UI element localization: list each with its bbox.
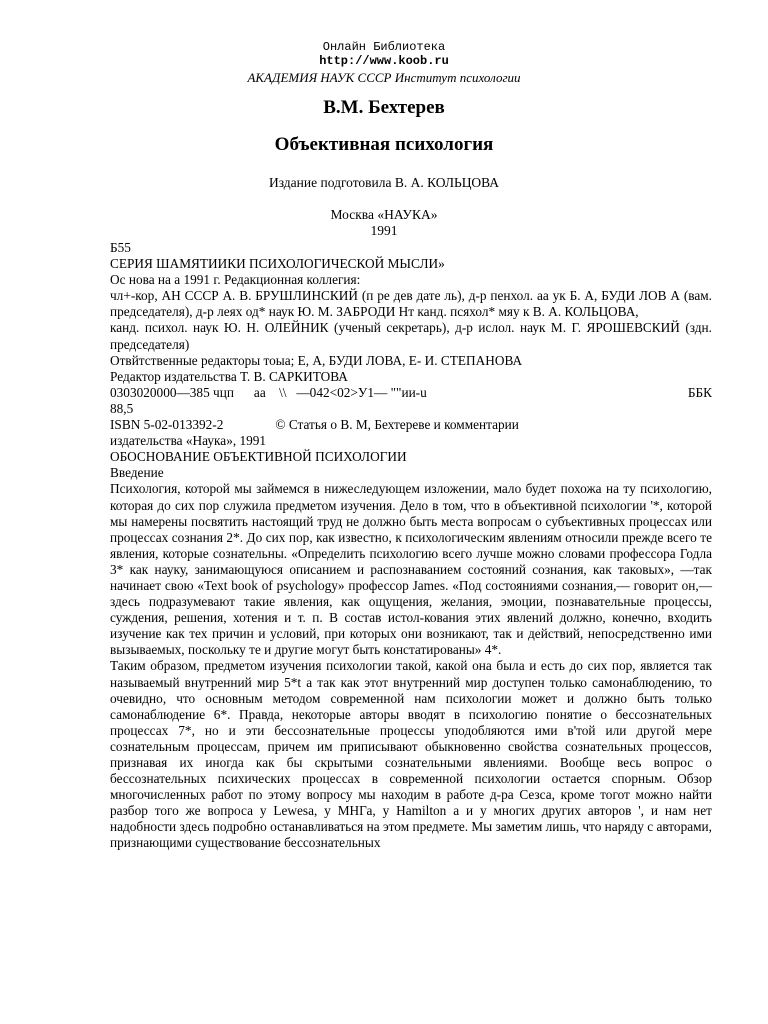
intro-heading: Введение <box>110 465 164 481</box>
body-text <box>110 240 712 852</box>
catalog-code: Б55 <box>110 240 131 255</box>
isbn: ISBN 5-02-013392-2 <box>110 417 224 433</box>
bbk-label: ББК <box>687 384 712 400</box>
publisher: Москва «НАУКА» <box>330 207 438 222</box>
author-name: В.М. Бехтерев <box>323 97 445 118</box>
library-name: Онлайн Библиотека <box>322 40 446 54</box>
bbk-number: 88,5 <box>110 400 134 416</box>
editorial-board-1: чл+-кор, АН СССР А. В. БРУШЛИНСКИЙ (п ре дев дате ль), д-р пенхол. аа ук Б. А, БУДИ ЛОВ А (вам. председателя), д-р леях од* наук Ю. М. ЗАБРОДИ Нт канд. псяхол* мяу к В. А. КОЛЬЦОВА, <box>110 288 712 320</box>
publication-year: 1991 <box>370 223 398 238</box>
paragraph-1: Психология, которой мы займемся в нижеследующем изложении, мало будет похожа на ту психологию, которая до сих пор служила предметом изучения. Дело в том, что в объективной психологии '*, которой мы намерены посвятить настоящий труд не должно быть места вопросам о субъективных процессах или процессах сознания 2*. До сих пор, как известно, к психологическим явлениям относили прежде всего те явления, которые сознательны. «Определить психологию всего лучше можно словами профессора Годла 3* как науку, занимающуюся описанием и распознаванием состояний сознания, как таковых», —так начинает свою «Text book of psychology» профессор James. «Под состояниями сознания,— говорит он,— здесь подразумевают такие явления, как ощущения, желания, эмоции, познавательные процессы, суждения, решения, хотения и т. п. В состав истол-кования этих явлений должно, конечно, входить изучение как тех причин и условий, при которых они возникают, так и действий, непосредственно ими вызываемых, поскольку те и другие могут быть констатированы» 4*. <box>110 481 712 658</box>
section-title: ОБОСНОВАНИЕ ОБЪЕКТИВНОЙ ПСИХОЛОГИИ <box>110 449 407 465</box>
copyright-continued: издательства «Наука», 1991 <box>110 433 267 449</box>
responsible-editors: Отвйтственные редакторы тоыа; Е, А, БУДИ ЛОВА, Е- И. СТЕПАНОВА <box>110 352 523 368</box>
classification-code: 0303020000—385 чцп аа \\ —042<02>У1— ""ии-u <box>110 384 427 400</box>
series-name: СЕРИЯ ШАМЯТИИКИ ПСИХОЛОГИЧЕСКОЙ МЫСЛИ» <box>110 256 445 272</box>
library-url[interactable]: http://www.koob.ru <box>319 54 449 68</box>
academy-line: АКАДЕМИЯ НАУК СССР Институт психологии <box>247 70 521 85</box>
editorial-board-2: канд. психол. наук Ю. Н. ОЛЕЙНИК (ученый секретарь), д-р ислол. наук М. Г. ЯРОШЕВСКИЙ (здн. председателя) <box>110 320 712 352</box>
paragraph-2: Таким образом, предметом изучения психологии такой, какой она была и есть до сих пор, является так называемый внутренний мир 5*t а так как этот внутренний мир доступен только самонаблюдению, то очевидно, что основным методом современной нам психологии может и должно быть только самонаблюдение 6*. Правда, некоторые авторы вводят в психологию понятие о бессознательных процессах 7*, но и эти бессознательные процессы уподобляются ими в'той или другой мере сознательным процессам, причем им приписывают обыкновенно свойства сознательных процессов, признавая их иногда как бы скрытыми сознательными явлениями. Вообще весь вопрос о бессознательных психических процессах в современной психологии остается спорным. Обзор многочисленных работ по этому вопросу мы находим в работе д-ра Сезса, кроме тогот можно найти разбор того же вопроса у Lewesa, у МНГа, у Hamilton а и у многих других авторов ', и нам нет надобности здесь подробно останавливаться на этом предмете. Мы заметим лишь, что наряду с авторами, признающими существование бессознательных <box>110 658 712 851</box>
copyright: © Статья о В. М, Бехтереве и комментарии <box>275 417 519 433</box>
book-title: Объективная психология <box>274 134 494 155</box>
isbn-row <box>110 417 712 433</box>
publishing-editor: Редактор издательства Т. В. САРКИТОВА <box>110 368 348 384</box>
prepared-by: Издание подготовила В. А. КОЛЬЦОВА <box>268 175 500 190</box>
founded-line: Ос нова на а 1991 г. Редакционная коллегия: <box>110 272 361 288</box>
classification-row <box>110 385 712 401</box>
